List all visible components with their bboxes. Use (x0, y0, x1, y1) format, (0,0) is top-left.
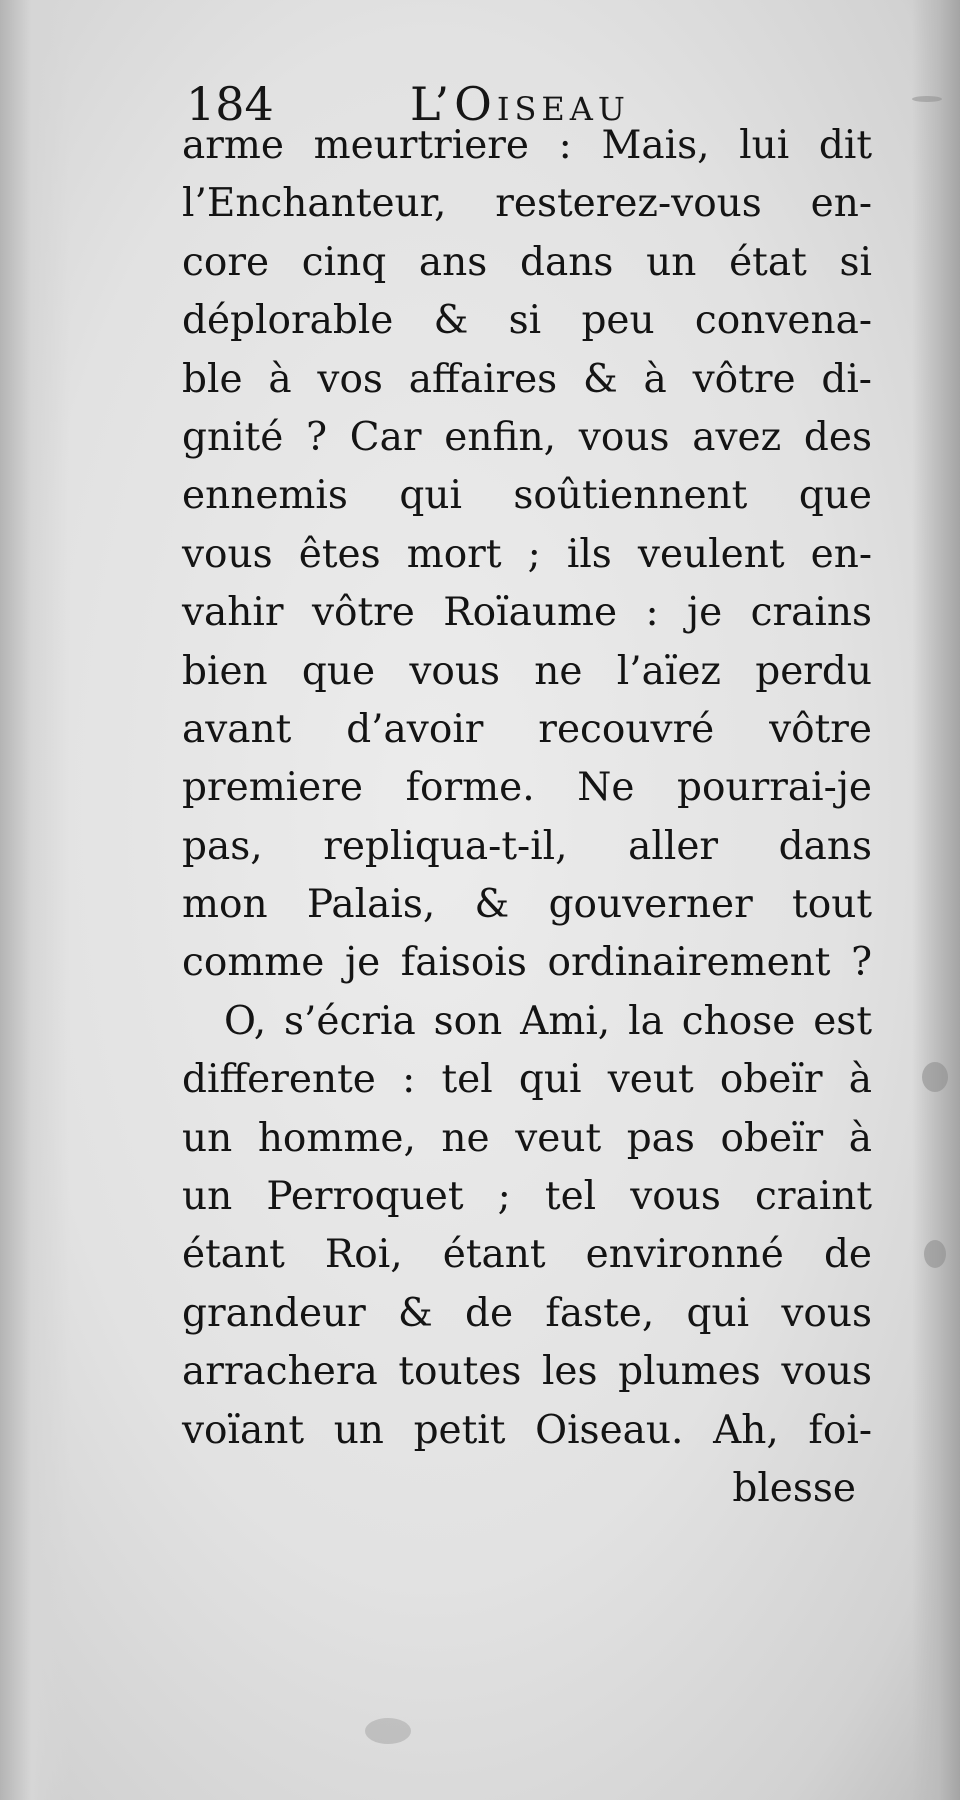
text-line: gnité ? Car enfin, vous avez des (182, 414, 872, 460)
ink-stain (365, 1718, 411, 1744)
catchword: blesse (732, 1465, 856, 1511)
text-line: étant Roi, étant environné de (182, 1232, 872, 1278)
text-line: premiere forme. Ne pourrai-je (182, 765, 872, 811)
page-edge-shadow (912, 0, 960, 1800)
text-line: comme je faisois ordinairement ? (182, 940, 872, 986)
ink-stain (912, 96, 942, 102)
text-line: grandeur & de faste, qui vous (182, 1290, 872, 1336)
text-line: ble à vos affaires & à vôtre di- (182, 356, 872, 402)
text-line: arme meurtriere : Mais, lui dit (182, 123, 872, 168)
text-line: l’Enchanteur, resterez-vous en- (182, 181, 872, 227)
text-line: un Perroquet ; tel vous craint (182, 1174, 872, 1220)
running-head: L’Oiseau (410, 77, 630, 131)
text-line: voïant un petit Oiseau. Ah, foi- (182, 1407, 872, 1453)
text-line: bien que vous ne l’aïez perdu (182, 648, 872, 694)
text-line: O, s’écria son Ami, la chose est (224, 998, 872, 1044)
text-line: arrachera toutes les plumes vous (182, 1349, 872, 1395)
ink-stain (924, 1240, 946, 1268)
text-line: core cinq ans dans un état si (182, 239, 872, 285)
text-line: differente : tel qui veut obeïr à (182, 1057, 872, 1103)
page-number: 184 (186, 77, 274, 131)
text-line: vahir vôtre Roïaume : je crains (182, 590, 872, 636)
spine-shadow (0, 0, 70, 1800)
body-text (182, 117, 872, 1518)
text-line: vous êtes mort ; ils veulent en- (182, 531, 872, 577)
text-line: pas, repliqua-t-il, aller dans (182, 823, 872, 869)
text-line: ennemis qui soûtiennent que (182, 473, 872, 519)
text-line: un homme, ne veut pas obeïr à (182, 1115, 872, 1161)
text-line: déplorable & si peu convena- (182, 298, 872, 344)
text-line: mon Palais, & gouverner tout (182, 882, 872, 928)
text-line: avant d’avoir recouvré vôtre (182, 706, 872, 752)
ink-stain (922, 1062, 948, 1092)
